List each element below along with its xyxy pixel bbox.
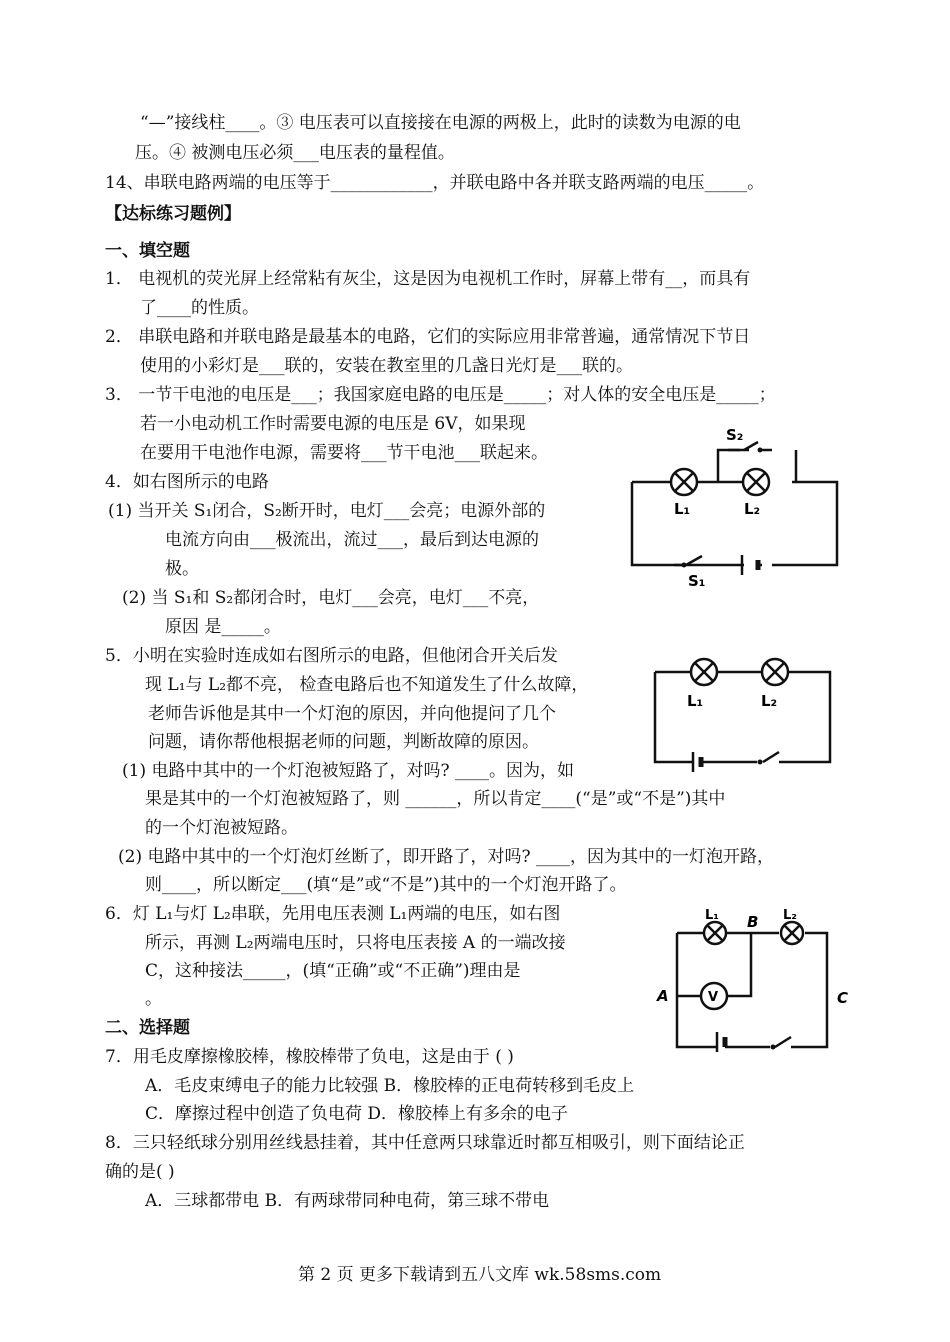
options-line: C．摩擦过程中创造了负电荷 D．橡胶棒上有多余的电子 xyxy=(145,1104,569,1124)
label-s2: S₂ xyxy=(726,426,744,444)
question-2: 2． 串联电路和并联电路是最基本的电路，它们的实际应用非常普遍，通常情况下节日 xyxy=(105,327,751,347)
text-line: “—”接线柱____。③ 电压表可以直接接在电源的两极上，此时的读数为电源的电 xyxy=(140,113,741,133)
question-4: 4．如右图所示的电路 xyxy=(105,472,269,492)
question-3: 3． 一节干电池的电压是___；我国家庭电路的电压是_____；对人体的安全电压是_____； xyxy=(105,385,776,405)
text-line: (1) 电路中其中的一个灯泡被短路了，对吗? ____。因为，如 xyxy=(122,761,575,781)
question-1: 1． 电视机的荧光屏上经常粘有灰尘，这是因为电视机工作时，屏幕上带有__，而具有 xyxy=(105,269,751,289)
label-l2: L₂ xyxy=(761,692,778,710)
circuit-figure-3 xyxy=(655,905,855,1055)
text-line: 使用的小彩灯是___联的，安装在教室里的几盏日光灯是___联的。 xyxy=(140,356,633,376)
circuit-figure-2 xyxy=(645,650,845,780)
circuit-figure-1 xyxy=(622,420,852,600)
text-line: 了____的性质。 xyxy=(140,298,259,318)
text-line: 确的是( ) xyxy=(105,1162,175,1182)
question-6: 6．灯 L₁与灯 L₂串联，先用电压表测 L₁两端的电压，如右图 xyxy=(105,904,561,924)
options-line: A．毛皮束缚电子的能力比较强 B．橡胶棒的正电荷转移到毛皮上 xyxy=(145,1076,635,1096)
label-l1: L₁ xyxy=(705,908,719,923)
text-line: 14、串联电路两端的电压等于____________，并联电路中各并联支路两端的电压_____。 xyxy=(105,173,765,193)
text-line: 老师告诉他是其中一个灯泡的原因，并向他提问了几个 xyxy=(148,704,556,724)
text-line: 问题，请你帮他根据老师的问题，判断故障的原因。 xyxy=(148,732,539,752)
label-l1: L₁ xyxy=(674,500,691,518)
text-line: 极。 xyxy=(165,559,199,579)
text-line: (2) 当 S₁和 S₂都闭合时，电灯___会亮，电灯___不亮， xyxy=(122,588,540,608)
text-line: 电流方向由___极流出，流过___，最后到达电源的 xyxy=(165,530,539,550)
options-line: A．三球都带电 B．有两球带同种电荷，第三球不带电 xyxy=(145,1191,550,1211)
text-line: 的一个灯泡被短路。 xyxy=(145,818,298,838)
section-heading: 一、填空题 xyxy=(105,241,190,261)
text-line: 原因 是_____。 xyxy=(165,617,281,637)
text-line: 。 xyxy=(145,989,162,1009)
text-line: 压。④ 被测电压必须___电压表的量程值。 xyxy=(135,143,455,163)
label-a: A xyxy=(657,987,669,1005)
text-line: 若一小电动机工作时需要电源的电压是 6V，如果现 xyxy=(140,414,526,434)
label-b: B xyxy=(747,913,759,931)
text-line: 现 L₁与 L₂都不亮， 检查电路后也不知道发生了什么故障， xyxy=(145,675,589,695)
text-line: C，这种接法_____，(填“正确”或“不正确”)理由是 xyxy=(145,961,521,981)
text-line: 在要用干电池作电源，需要将___节干电池___联起来。 xyxy=(140,443,548,463)
label-c: C xyxy=(837,989,849,1007)
section-title: 【达标练习题例】 xyxy=(105,204,241,224)
label-l2: L₂ xyxy=(744,500,761,518)
text-line: 则____，所以断定___(填“是”或“不是”)其中的一个灯泡开路了。 xyxy=(145,875,627,895)
label-s1: S₁ xyxy=(688,572,706,590)
label-v: V xyxy=(708,990,719,1005)
page-footer: 第 2 页 更多下载请到五八文库 wk.58sms.com xyxy=(298,1265,662,1285)
question-7: 7．用毛皮摩擦橡胶棒，橡胶棒带了负电，这是由于 ( ) xyxy=(105,1047,514,1067)
section-heading: 二、选择题 xyxy=(105,1018,190,1038)
question-8: 8．三只轻纸球分别用丝线悬挂着，其中任意两只球靠近时都互相吸引，则下面结论正 xyxy=(105,1133,745,1153)
text-line: 果是其中的一个灯泡被短路了，则 ______，所以肯定____(“是”或“不是”)其中 xyxy=(145,789,726,809)
label-l2: L₂ xyxy=(783,908,797,923)
label-l1: L₁ xyxy=(687,692,704,710)
question-5: 5．小明在实验时连成如右图所示的电路，但他闭合开关后发 xyxy=(105,646,558,666)
text-line: 所示，再测 L₂两端电压时，只将电压表接 A 的一端改接 xyxy=(145,933,566,953)
text-line: (1) 当开关 S₁闭合，S₂断开时，电灯___会亮；电源外部的 xyxy=(108,501,546,521)
text-line: (2) 电路中其中的一个灯泡灯丝断了，即开路了，对吗? ____，因为其中的一灯泡开路， xyxy=(118,847,775,867)
